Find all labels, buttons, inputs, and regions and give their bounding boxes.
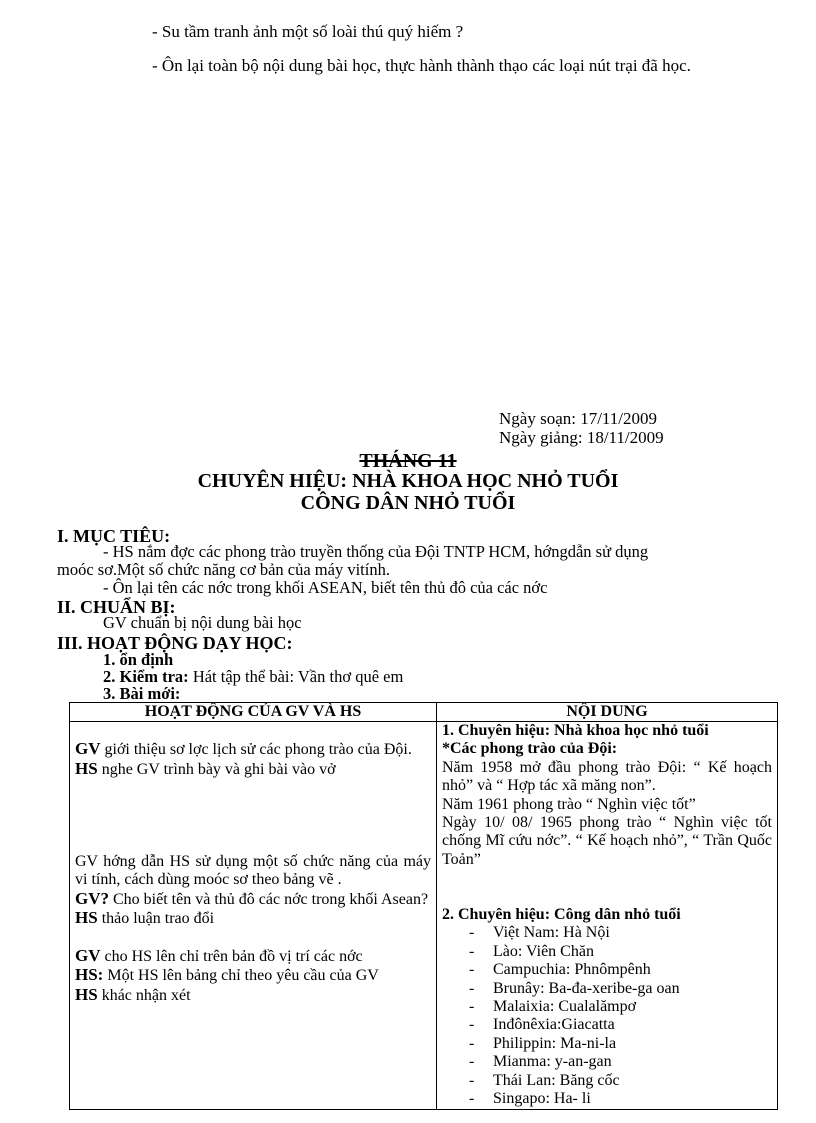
activity-label: HS: [75, 984, 98, 1004]
date-prepared: Ngày soạn: 17/11/2009: [499, 409, 658, 428]
activity-label: HS:: [75, 965, 104, 985]
month-title: THÁNG 11: [359, 450, 457, 472]
content-heading-2: 2. Chuyên hiệu: Công dân nhỏ tuổi: [442, 906, 681, 924]
activity-text: giới thiệu sơ lợc lịch sử các phong trào của Đội.: [100, 741, 412, 759]
activity-text: Cho biết tên và thủ đô các nớc trong khối Asean?: [109, 890, 429, 908]
list-item: - Việt Nam: Hà Nội: [469, 924, 772, 942]
note-line-1: - Su tầm tranh ảnh một số loài thú quý hiếm ?: [152, 22, 464, 41]
list-item: - Philippin: Ma-ni-la: [469, 1035, 772, 1053]
list-item: - Campuchia: Phnômpênh: [469, 961, 772, 979]
activity-label: HS: [75, 908, 98, 928]
section-preparation-heading: II. CHUẨN BỊ:: [57, 597, 176, 617]
activity-paragraph: [75, 740, 431, 759]
main-title-line-1: CHUYÊN HIỆU: NHÀ KHOA HỌC NHỎ TUỔI: [197, 470, 619, 492]
activity-text: cho HS lên chỉ trên bản đồ vị trí các nớc: [100, 947, 363, 965]
section-activities-heading: III. HOẠT ĐỘNG DẠY HỌC:: [57, 633, 293, 653]
content-subheading: *Các phong trào của Đội:: [442, 740, 618, 758]
main-title-line-2: CÔNG DÂN NHỎ TUỔI: [300, 492, 516, 514]
activity-paragraph: [75, 947, 431, 966]
activities-cell: [70, 722, 437, 1110]
activity-label: GV?: [75, 888, 109, 908]
step-2-label: 2. Kiểm tra:: [103, 667, 189, 686]
note-line-2: - Ôn lại toàn bộ nội dung bài học, thực hành thành thạo các loại nút trại đã học.: [152, 56, 691, 75]
content-paragraph: Ngày 10/ 08/ 1965 phong trào “ Nghìn việc tốt chống Mĩ cứu nớc”. “ Kế hoạch nhỏ”, “ Trần Quốc Toản”: [442, 814, 772, 868]
activities-table: [69, 702, 778, 1110]
list-item: - Mianma: y-an-gan: [469, 1053, 772, 1071]
activity-text: khác nhận xét: [97, 986, 191, 1004]
list-item: - Singapo: Ha- li: [469, 1090, 772, 1108]
list-item: - Brunây: Ba-đa-xeribe-ga oan: [469, 980, 772, 998]
list-item: - Inđônêxia:Giacatta: [469, 1016, 772, 1034]
activity-paragraph: [75, 966, 431, 985]
objective-line-1: - HS nắm đợc các phong trào truyền thống của Đội TNTP HCM, hớngdẫn sử dụng: [103, 542, 649, 561]
activity-text: nghe GV trình bày và ghi bài vào vở: [97, 760, 336, 778]
content-paragraph: Năm 1958 mở đầu phong trào Đội: “ Kế hoạch nhỏ” và “ Hợp tác xã măng non”.: [442, 758, 772, 795]
objective-line-3: - Ôn lại tên các nớc trong khối ASEAN, biết tên thủ đô của các nớc: [103, 578, 548, 597]
table-header-activities: HOẠT ĐỘNG CỦA GV VÀ HS: [70, 703, 437, 722]
activity-paragraph: [75, 986, 431, 1005]
country-list: [442, 924, 772, 1108]
activity-label: HS: [75, 758, 98, 778]
list-item: - Lào: Viên Chăn: [469, 943, 772, 961]
activity-label: GV: [75, 945, 101, 965]
objective-line-2: moóc sơ.Một số chức năng cơ bản của máy vitính.: [57, 560, 390, 579]
step-3: 3. Bài mới:: [103, 684, 181, 703]
activity-paragraph: [75, 890, 431, 909]
activity-text: Một HS lên bảng chỉ theo yêu cầu của GV: [103, 967, 379, 985]
content-cell: [437, 722, 778, 1110]
list-item: - Thái Lan: Băng cốc: [469, 1072, 772, 1090]
content-paragraph: Năm 1961 phong trào “ Nghìn việc tốt”: [442, 795, 696, 813]
activity-label: GV: [75, 739, 101, 759]
table-header-content: NỘI DUNG: [437, 703, 778, 722]
date-taught: Ngày giảng: 18/11/2009: [499, 428, 664, 447]
activity-paragraph: [75, 909, 431, 928]
preparation-line-1: GV chuẩn bị nội dung bài học: [103, 613, 302, 632]
activity-text: thảo luận trao đổi: [97, 910, 215, 928]
activity-paragraph: [75, 760, 431, 779]
step-2-text: Hát tập thể bài: Vần thơ quê em: [188, 667, 404, 686]
content-heading-1: 1. Chuyên hiệu: Nhà khoa học nhỏ tuổi: [442, 722, 709, 739]
list-item: - Malaixia: Cualalămpơ: [469, 998, 772, 1016]
activity-paragraph: GV hớng dẫn HS sử dụng một số chức năng của máy vi tính, cách dùng moóc sơ theo bảng vẽ .: [75, 852, 431, 889]
section-objectives-heading: I. MỤC TIÊU:: [57, 526, 171, 546]
step-1: 1. ổn định: [103, 650, 174, 669]
